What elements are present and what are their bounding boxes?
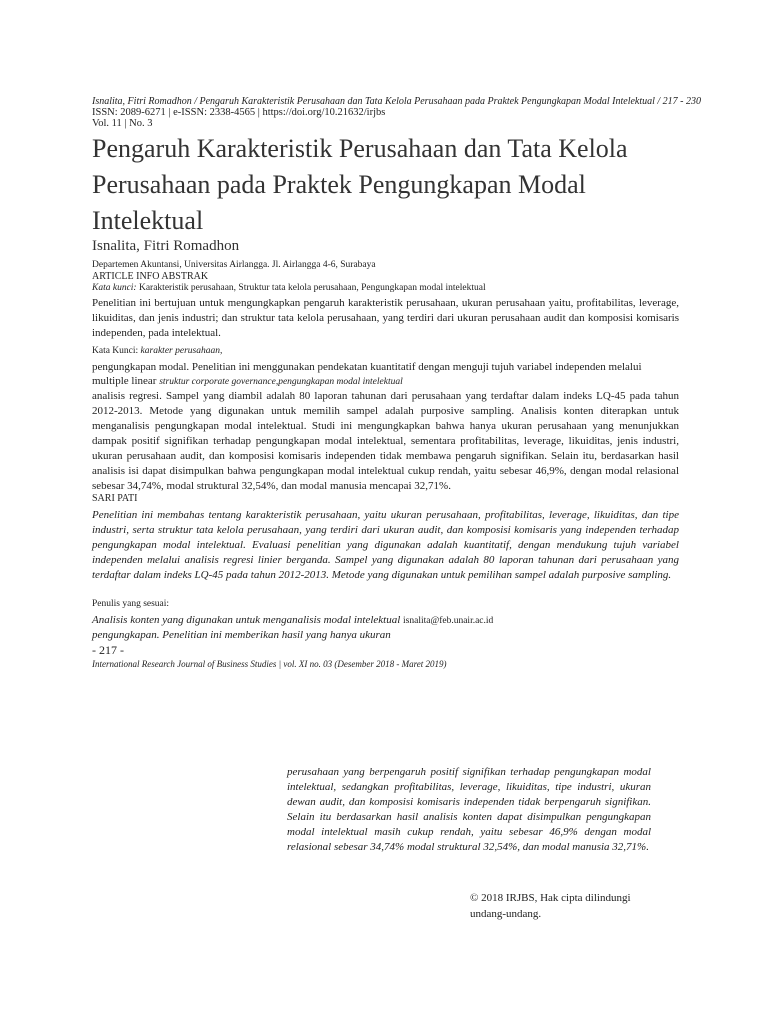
sari-pati-heading: SARI PATI <box>92 493 138 504</box>
abstract-english-main: analisis regresi. Sampel yang diambil adalah 80 laporan tahunan dari perusahaan yang terdaftar dalam indeks LQ-45 pada tahun 2012-2013. Metode yang digunakan untuk memilih sampel adalah purposive sampling. Analisis konten diterapkan untuk menganalisis pengungkapan modal intelektual. Studi ini mengungkapkan bahwa hanya ukuran perusahaan yang menunjukkan dampak positif signifikan terhadap pengungkapan modal intelektual, sementara profitabilitas, leverage, likuiditas, jenis industri, ukuran perusahaan audit, dan komposisi komisaris independen tidak membawa pengaruh signifikan. Selain itu, berdasarkan hasil analisis isi dapat disimpulkan bahwa pengungkapan modal intelektual cukup rendah, yaitu sebesar 46,9%, dengan modal relasional sebesar 34,74%, modal struktural 32,54%, dan modal manusia mencapai 32,71%. <box>92 390 679 492</box>
sari-pati-text: Penelitian ini membahas tentang karakteristik perusahaan, yaitu ukuran perusahaan, profitabilitas, leverage, likuiditas, dan tipe industri, serta struktur tata kelola perusahaan, yang terdiri dari ukuran audit, dan komposisi komisaris yang independen terhadap pengungkapan modal intelektual. Evaluasi penelitian yang digunakan adalah kuantitatif, dengan mendukung tujuh variabel independen melalui analisis regresi linier berganda. Sampel yang digunakan adalah 80 laporan tahunan dari perusahaan yang terdaftar dalam indeks LQ-45 pada tahun 2012-2013. Metode yang digunakan untuk pemilihan sampel adalah purposive sampling. <box>92 509 679 581</box>
abstract-line-a: pengungkapan modal. Penelitian ini menggunakan pendekatan kuantitatif dengan menguji tujuh variabel independen melalui <box>92 361 642 373</box>
page-number: - 217 - <box>92 643 124 657</box>
article-authors: Isnalita, Fitri Romadhon <box>92 238 240 254</box>
abstract-line-b-italic: struktur corporate governance,pengungkapan modal intelektual <box>159 377 403 387</box>
abstract-line-b-plain: multiple linear <box>92 375 160 387</box>
continuation-text: perusahaan yang berpengaruh positif signifikan terhadap pengungkapan modal intelektual, sedangkan profitabilitas, leverage, likuiditas, tipe industri, ukuran dewan audit, dan komposisi komisaris independen tidak berpengaruh signifikan. Selain itu berdasarkan hasil analisis konten dapat disimpulkan pengungkapan modal intelektual masih cukup rendah, yaitu sebesar 46,9% dengan modal relasional sebesar 34,74% modal struktural 32,54%, dan modal manusia 32,71%. <box>287 766 651 853</box>
keywords-1 <box>92 283 692 293</box>
volume-line: Vol. 11 | No. 3 <box>92 118 153 129</box>
abstract-line-b <box>92 374 692 390</box>
keywords-1-text: Karakteristik perusahaan, Struktur tata kelola perusahaan, Pengungkapan modal intelektual <box>138 283 486 293</box>
article-info-heading: ARTICLE INFO ABSTRAK <box>92 271 209 282</box>
journal-footer: International Research Journal of Business Studies | vol. XI no. 03 (Desember 2018 - Maret 2019) <box>92 659 447 669</box>
corresponding-label: Penulis yang sesuai: <box>92 599 170 609</box>
keywords-2 <box>92 346 692 356</box>
keywords-1-label: Kata kunci: <box>92 283 137 293</box>
corresponding-line-text: Analisis konten yang digunakan untuk menganalisis modal intelektual <box>92 614 404 626</box>
keywords-2-label: Kata Kunci: <box>92 346 139 356</box>
article-title: Pengaruh Karakteristik Perusahaan dan Tata Kelola Perusahaan pada Praktek Pengungkapan Modal Intelektual <box>92 134 628 235</box>
keywords-2-text: karakter perusahaan, <box>140 346 223 356</box>
issn-line: ISSN: 2089-6271 | e-ISSN: 2338-4565 | https://doi.org/10.21632/irjbs <box>92 107 386 118</box>
running-header: Isnalita, Fitri Romadhon / Pengaruh Karakteristik Perusahaan dan Tata Kelola Perusahaan pada Praktek Pengungkapan Modal Intelektual / 217 - 230 <box>92 96 702 107</box>
corresponding-line <box>92 613 692 629</box>
corresponding-email[interactable]: isnalita@feb.unair.ac.id <box>403 616 494 626</box>
abstract-english-first: Penelitian ini bertujuan untuk mengungkapkan pengaruh karakteristik perusahaan, ukuran perusahaan yaitu, profitabilitas, leverage, likuiditas, dan jenis industri; dan struktur tata kelola perusahaan, yang terdiri dari ukuran perusahaan audit dan komposisi komisaris independen, pada intelektual. <box>92 297 679 339</box>
affiliation: Departemen Akuntansi, Universitas Airlangga. Jl. Airlangga 4-6, Surabaya <box>92 260 376 270</box>
copyright: © 2018 IRJBS, Hak cipta dilindungi undang-undang. <box>470 892 631 920</box>
corresponding-line-2: pengungkapan. Penelitian ini memberikan hasil yang hanya ukuran <box>92 629 391 641</box>
